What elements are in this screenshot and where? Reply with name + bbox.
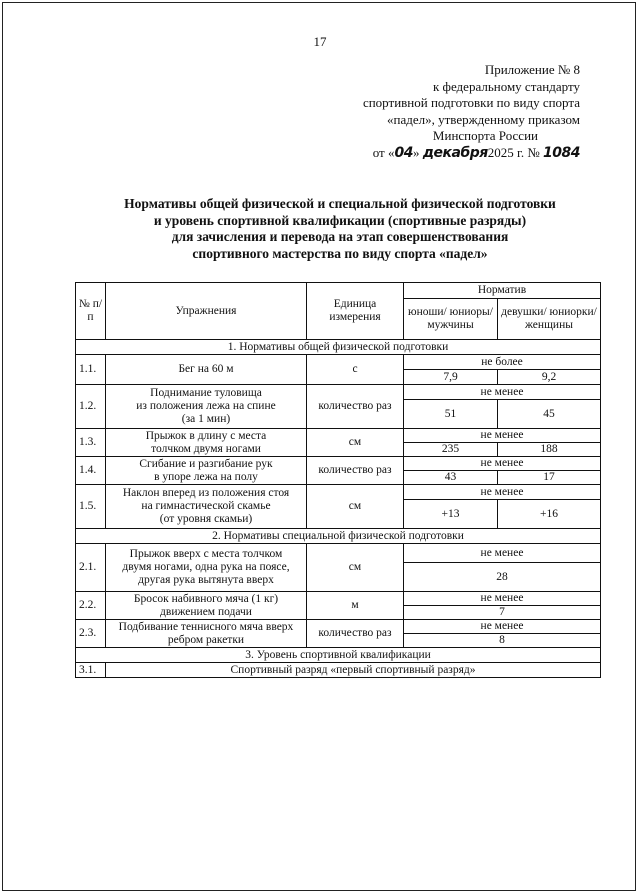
table-header-row — [76, 283, 601, 299]
section-title: 1. Нормативы общей физической подготовки — [76, 340, 601, 355]
row-number: 2.3. — [76, 620, 106, 648]
row-unit: количество раз — [307, 385, 404, 429]
row-exercise — [106, 592, 307, 620]
header-unit: Единица измерения — [307, 283, 404, 340]
table-row — [76, 457, 601, 471]
row-unit: с — [307, 355, 404, 385]
section-row — [76, 340, 601, 355]
table-row — [76, 663, 601, 678]
appendix-line: Приложение № 8 — [484, 62, 580, 77]
row-number: 2.1. — [76, 544, 106, 592]
title-line: для зачисления и перевода на этап совершенствования — [171, 229, 509, 244]
exercise-line: в упоре лежа на полу — [154, 470, 258, 483]
exercise-line: двумя ногами, одна рука на поясе, — [122, 561, 290, 573]
exercise-line: Наклон вперед из положения стоя — [122, 487, 290, 499]
document-title — [70, 196, 610, 262]
row-value-boys: 235 — [404, 443, 498, 457]
row-exercise — [106, 544, 307, 592]
exercise-line: Поднимание туловища — [150, 387, 262, 399]
exercise-line: движением подачи — [160, 605, 252, 618]
row-exercise — [106, 457, 307, 485]
row-value: 7 — [404, 606, 601, 620]
order-day: 04 — [394, 144, 413, 161]
exercise-line: Прыжок в длину с места — [145, 429, 267, 442]
order-year: 2025 г. № — [487, 144, 540, 160]
row-unit: см — [307, 544, 404, 592]
order-line — [280, 145, 580, 162]
row-text: Спортивный разряд «первый спортивный разряд» — [106, 663, 601, 678]
row-condition: не менее — [404, 544, 601, 563]
order-month: декабря — [422, 144, 488, 161]
row-unit: см — [307, 485, 404, 529]
table-row — [76, 429, 601, 443]
title-line: и уровень спортивной квалификации (спортивные разряды) — [153, 212, 527, 228]
row-value-boys: +13 — [404, 500, 498, 529]
exercise-line: (за 1 мин) — [181, 413, 231, 425]
row-value-girls: 188 — [498, 443, 601, 457]
section-row — [76, 529, 601, 544]
row-value-girls: 45 — [498, 400, 601, 429]
title-line: спортивного мастерства по виду спорта «падел» — [192, 245, 488, 261]
header-norm: Норматив — [404, 283, 601, 299]
row-value-girls: 17 — [498, 471, 601, 485]
exercise-line: из положения лежа на спине — [136, 400, 276, 412]
row-value-girls: 9,2 — [498, 370, 601, 385]
exercise-line: толчком двумя ногами — [151, 442, 261, 455]
section-row — [76, 648, 601, 663]
row-number: 1.2. — [76, 385, 106, 429]
header-num: № п/п — [76, 283, 106, 340]
order-number: 1084 — [543, 144, 580, 161]
appendix-header — [280, 62, 580, 161]
row-exercise: Бег на 60 м — [106, 355, 307, 385]
header-exercise: Упражнения — [106, 283, 307, 340]
header-girls: девушки/ юниорки/ женщины — [498, 299, 601, 340]
exercise-line: Бросок набивного мяча (1 кг) — [133, 592, 279, 605]
row-unit: количество раз — [307, 457, 404, 485]
row-exercise — [106, 429, 307, 457]
row-unit: см — [307, 429, 404, 457]
row-value-boys: 7,9 — [404, 370, 498, 385]
row-condition: не менее — [404, 385, 601, 400]
exercise-line: Прыжок вверх с места толчком — [129, 548, 283, 560]
row-number: 1.4. — [76, 457, 106, 485]
row-condition: не менее — [404, 485, 601, 500]
exercise-line: Подбивание теннисного мяча вверх — [118, 620, 294, 633]
row-number: 1.1. — [76, 355, 106, 385]
appendix-line: Минспорта России — [432, 128, 538, 143]
row-value: 8 — [404, 634, 601, 648]
table-row — [76, 544, 601, 563]
exercise-line: Сгибание и разгибание рук — [139, 457, 273, 470]
row-condition: не менее — [404, 592, 601, 606]
order-mid: » — [412, 144, 423, 160]
page-number: 17 — [313, 34, 327, 49]
row-condition: не менее — [404, 429, 601, 443]
row-condition: не менее — [404, 620, 601, 634]
section-title: 3. Уровень спортивной квалификации — [76, 648, 601, 663]
appendix-line: «падел», утвержденному приказом — [387, 111, 580, 127]
title-line: Нормативы общей физической и специальной физической подготовки — [124, 196, 556, 211]
table-row — [76, 620, 601, 634]
header-boys: юноши/ юниоры/ мужчины — [404, 299, 498, 340]
section-title: 2. Нормативы специальной физической подготовки — [76, 529, 601, 544]
row-exercise — [106, 385, 307, 429]
table-row — [76, 385, 601, 400]
row-value-boys: 43 — [404, 471, 498, 485]
row-value-girls: +16 — [498, 500, 601, 529]
row-condition: не более — [404, 355, 601, 370]
exercise-line: на гимнастической скамье — [141, 500, 271, 512]
row-value: 28 — [404, 563, 601, 592]
row-number: 1.5. — [76, 485, 106, 529]
exercise-line: другая рука вытянута вверх — [138, 574, 274, 586]
row-number: 3.1. — [76, 663, 106, 678]
row-exercise — [106, 485, 307, 529]
row-value-boys: 51 — [404, 400, 498, 429]
exercise-line: ребром ракетки — [167, 633, 245, 646]
table-row — [76, 355, 601, 370]
row-exercise — [106, 620, 307, 648]
row-number: 2.2. — [76, 592, 106, 620]
row-unit: количество раз — [307, 620, 404, 648]
appendix-line: к федеральному стандарту — [432, 78, 580, 94]
order-prefix: от « — [372, 144, 395, 160]
normatives-table — [75, 282, 601, 678]
appendix-line: спортивной подготовки по виду спорта — [362, 95, 580, 110]
row-unit: м — [307, 592, 404, 620]
exercise-line: (от уровня скамьи) — [159, 513, 253, 525]
table-row — [76, 485, 601, 500]
row-condition: не менее — [404, 457, 601, 471]
table-row — [76, 592, 601, 606]
row-number: 1.3. — [76, 429, 106, 457]
